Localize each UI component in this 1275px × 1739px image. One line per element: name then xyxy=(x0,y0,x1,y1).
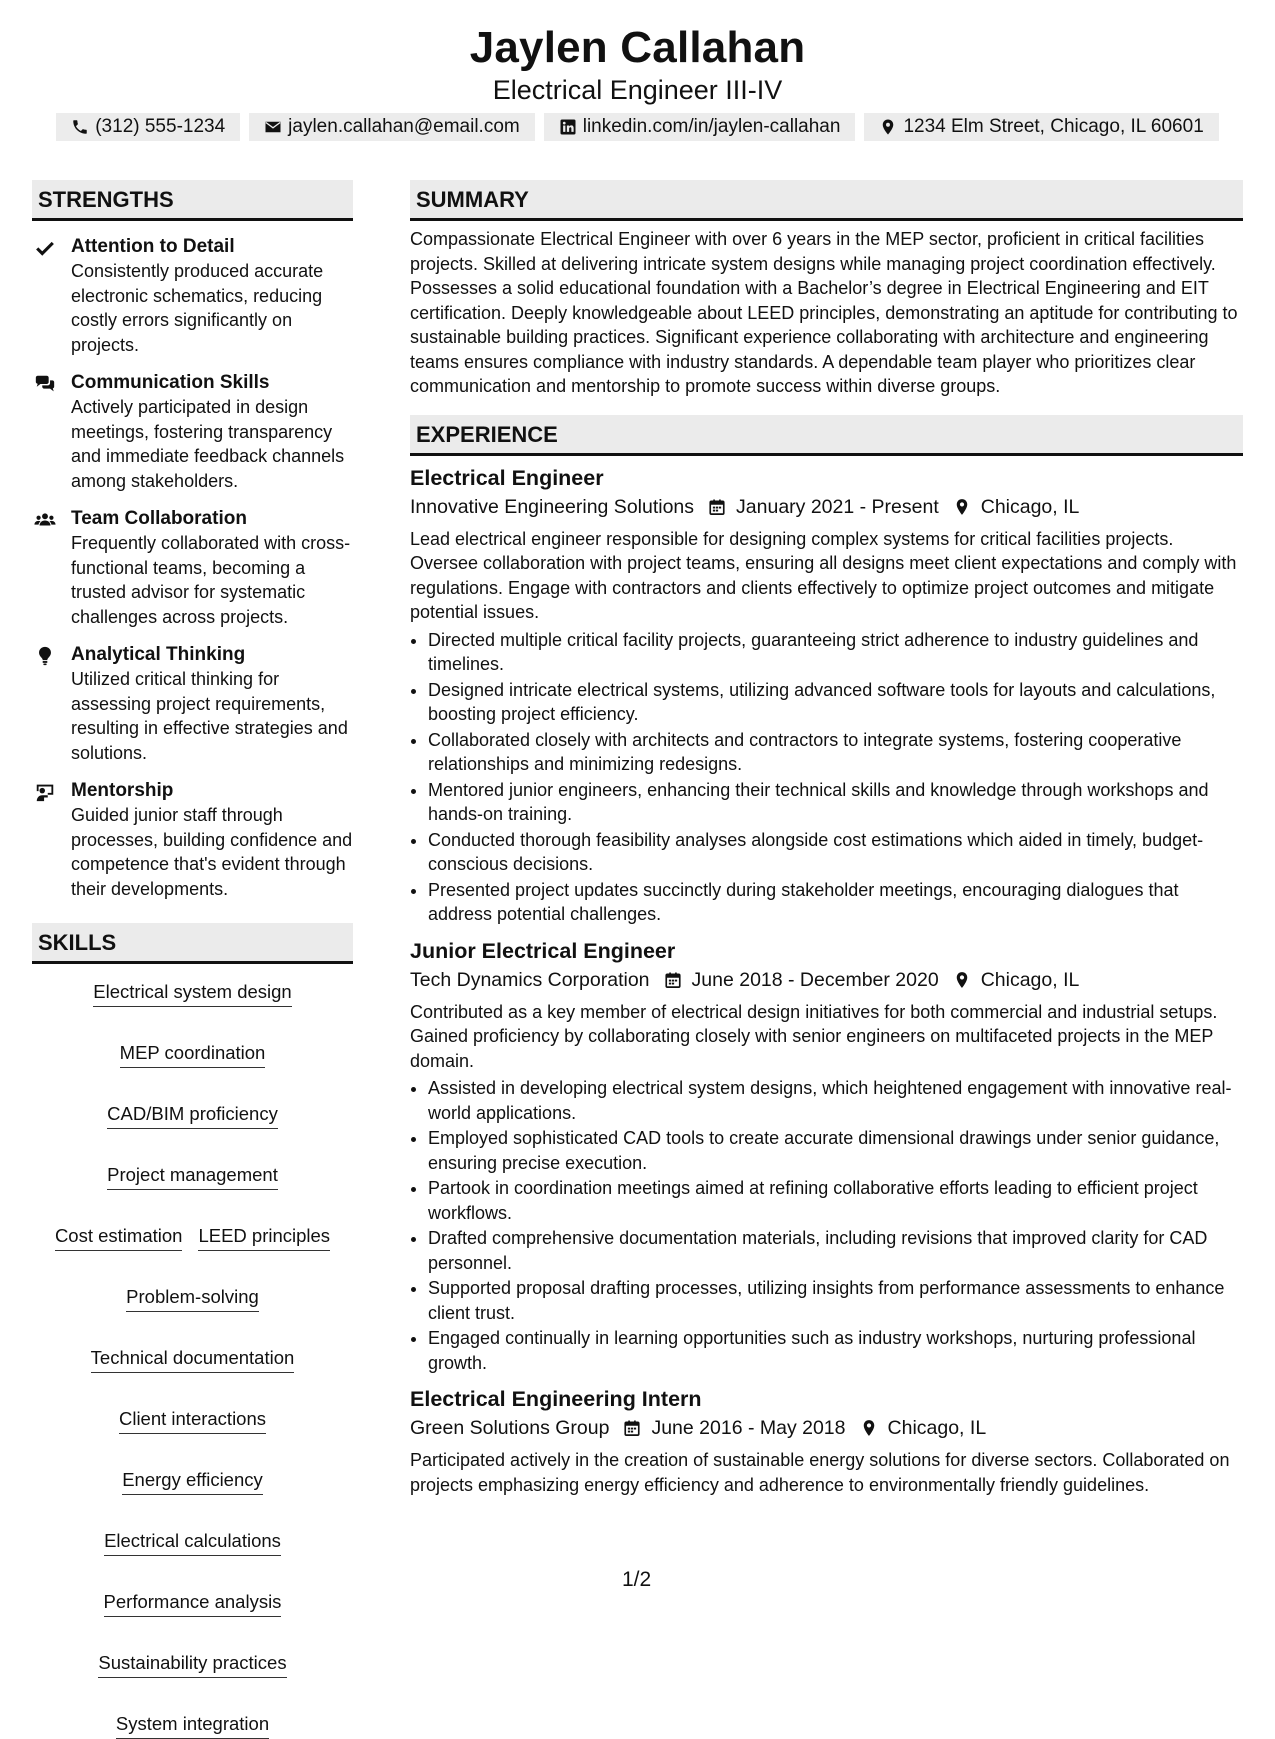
strength-description: Frequently collaborated with cross-functional teams, becoming a trusted advisor for systematic challenges across projects. xyxy=(71,533,351,627)
job-description: Participated actively in the creation of sustainable energy solutions for diverse sectors. Collaborated on projects emphasizing energy efficiency and adherence to environmentally friendly guidelines. xyxy=(410,1450,1230,1495)
skill-tag: Problem-solving xyxy=(126,1285,259,1312)
job-description: Contributed as a key member of electrical design initiatives for both commercial and industrial setups. Gained proficiency by collaborating closely with senior engineers on multifaceted projects in the MEP domain. xyxy=(410,1001,1218,1071)
strength-title: Attention to Detail xyxy=(71,236,235,257)
lightbulb-icon xyxy=(34,645,56,667)
skill-tag: Cost estimation xyxy=(55,1224,183,1251)
resume-header xyxy=(0,22,1275,106)
map-pin-icon xyxy=(879,118,897,136)
job-bullet: • Designed intricate electrical systems, utilizing advanced software tools for layouts and calculations, boosting project efficiency. xyxy=(428,678,1243,727)
job-bullet: • Partook in coordination meetings aimed at refining collaborative efforts leading to efficient project workflows. xyxy=(428,1176,1243,1225)
summary-text: Compassionate Electrical Engineer with over 6 years in the MEP sector, proficient in critical facilities projects. Skilled at delivering intricate system designs while managing project coordination effectively. Possesses a solid educational foundation with a Bachelor’s degree in Electrical Engineering and EIT certification. Deeply knowledgeable about LEED principles, demonstrating an aptitude for contributing to sustainable building practices. Significant experience collaborating with architecture and engineering teams ensures compliance with industry standards. A dependable team player who prioritizes clear communication and mentorship to promote success within diverse groups. xyxy=(410,229,1238,396)
job-meta xyxy=(410,1414,1243,1442)
phone-icon xyxy=(71,118,89,136)
job-description: Lead electrical engineer responsible for designing complex systems for critical facilities projects. Oversee collaboration with project teams, ensuring all designs meet client expectations and comply with regulations. Engage with contractors and clients effectively to optimize project outcomes and mitigate potential issues. xyxy=(410,528,1237,622)
company-name: Green Solutions Group xyxy=(410,1417,610,1439)
right-column xyxy=(410,180,1243,1497)
left-column xyxy=(32,180,353,1739)
job-entry xyxy=(410,1385,1243,1497)
skill-tag: Technical documentation xyxy=(91,1346,295,1373)
job-title-heading: Electrical Engineer III-IV xyxy=(492,75,783,105)
skills-list xyxy=(32,980,353,1739)
job-bullet: • Engaged continually in learning opportunities such as industry workshops, nurturing professional growth. xyxy=(428,1326,1243,1375)
job-bullet: • Mentored junior engineers, enhancing their technical skills and knowledge through workshops and hands-on training. xyxy=(428,778,1243,827)
skill-tag: CAD/BIM proficiency xyxy=(107,1102,278,1129)
strength-item xyxy=(32,507,353,629)
strength-description: Guided junior staff through processes, building confidence and competence that's evident through their developments. xyxy=(71,805,353,899)
experience-heading: EXPERIENCE xyxy=(410,415,1243,456)
job-meta xyxy=(410,966,1243,994)
skills-heading: SKILLS xyxy=(32,923,353,964)
job-bullets xyxy=(410,628,1243,927)
strength-title: Analytical Thinking xyxy=(71,644,246,665)
strength-title: Team Collaboration xyxy=(71,508,247,529)
skill-tag: LEED principles xyxy=(198,1224,330,1251)
job-bullet: • Employed sophisticated CAD tools to create accurate dimensional drawings under senior guidance, ensuring precise execution. xyxy=(428,1126,1243,1175)
strength-title: Communication Skills xyxy=(71,372,270,393)
checkmark-icon xyxy=(34,237,56,259)
skill-tag: Project management xyxy=(107,1163,278,1190)
company-name: Tech Dynamics Corporation xyxy=(410,968,650,991)
job-meta xyxy=(410,493,1243,521)
job-bullet: • Presented project updates succinctly during stakeholder meetings, encouraging dialogues that address potential challenges. xyxy=(428,878,1243,927)
map-pin-icon xyxy=(953,498,971,516)
job-bullet: • Conducted thorough feasibility analyses alongside cost estimations which aided in timely, budget-conscious decisions. xyxy=(428,828,1243,877)
skill-tag: Client interactions xyxy=(119,1407,266,1434)
skill-tag: System integration xyxy=(116,1712,269,1739)
contact-email-text: jaylen.callahan@email.com xyxy=(288,116,520,137)
job-location: Chicago, IL xyxy=(980,495,1080,518)
skill-tag: Performance analysis xyxy=(104,1590,282,1617)
strength-description: Actively participated in design meetings, fostering transparency and immediate feedback channels among stakeholders. xyxy=(71,397,345,491)
page-number: 1/2 xyxy=(622,1568,652,1591)
skill-tag: Energy efficiency xyxy=(122,1468,263,1495)
job-bullets xyxy=(410,1076,1243,1375)
strength-item xyxy=(32,779,353,901)
strengths-heading: STRENGTHS xyxy=(32,180,353,221)
job-dates: June 2016 - May 2018 xyxy=(651,1417,846,1439)
envelope-icon xyxy=(264,118,282,136)
job-role: Electrical Engineering Intern xyxy=(410,1387,702,1411)
strength-item xyxy=(32,235,353,357)
strength-title: Mentorship xyxy=(71,780,174,801)
calendar-icon xyxy=(708,498,726,516)
summary-heading: SUMMARY xyxy=(410,180,1243,221)
job-bullet: • Directed multiple critical facility projects, guaranteeing strict adherence to industry guidelines and timelines. xyxy=(428,628,1243,677)
users-icon xyxy=(34,509,56,531)
teacher-icon xyxy=(34,781,56,803)
skill-tag: MEP coordination xyxy=(120,1041,266,1068)
linkedin-icon xyxy=(559,118,577,136)
skill-tag: Sustainability practices xyxy=(98,1651,286,1678)
contact-bar xyxy=(0,113,1275,141)
contact-phone[interactable] xyxy=(56,113,240,141)
job-entry xyxy=(410,937,1243,1376)
company-name: Innovative Engineering Solutions xyxy=(410,495,695,518)
job-dates: January 2021 - Present xyxy=(736,495,939,518)
map-pin-icon xyxy=(953,971,971,989)
chat-bubbles-icon xyxy=(34,373,56,395)
contact-linkedin[interactable] xyxy=(544,113,856,141)
job-role: Junior Electrical Engineer xyxy=(410,938,676,963)
strength-item xyxy=(32,643,353,765)
contact-address[interactable] xyxy=(864,113,1218,141)
strength-item xyxy=(32,371,353,493)
job-bullet: • Collaborated closely with architects and contractors to integrate systems, fostering cooperative relationships and minimizing redesigns. xyxy=(428,728,1243,777)
contact-linkedin-text: linkedin.com/in/jaylen-callahan xyxy=(582,116,841,137)
job-bullet: • Assisted in developing electrical system designs, which heightened engagement with innovative real-world applications. xyxy=(428,1076,1243,1125)
contact-phone-text: (312) 555-1234 xyxy=(95,116,226,137)
skill-tag: Electrical calculations xyxy=(104,1529,281,1556)
job-dates: June 2018 - December 2020 xyxy=(691,968,939,991)
strength-description: Utilized critical thinking for assessing project requirements, resulting in effective strategies and solutions. xyxy=(71,669,348,763)
job-entry xyxy=(410,464,1243,927)
contact-address-text: 1234 Elm Street, Chicago, IL 60601 xyxy=(903,116,1204,137)
strength-description: Consistently produced accurate electronic schematics, reducing costly errors significantly on projects. xyxy=(71,261,324,355)
job-bullet: • Drafted comprehensive documentation materials, including revisions that improved clarity for CAD personnel. xyxy=(428,1226,1243,1275)
contact-email[interactable] xyxy=(249,113,535,141)
job-bullet: • Supported proposal drafting processes, utilizing insights from performance assessments to enhance client trust. xyxy=(428,1276,1243,1325)
skill-tag: Electrical system design xyxy=(93,980,291,1007)
job-location: Chicago, IL xyxy=(887,1417,987,1439)
map-pin-icon xyxy=(860,1419,878,1437)
job-role: Electrical Engineer xyxy=(410,465,604,490)
job-location: Chicago, IL xyxy=(980,968,1080,991)
calendar-icon xyxy=(623,1419,641,1437)
calendar-icon xyxy=(664,971,682,989)
candidate-name: Jaylen Callahan xyxy=(469,23,806,72)
